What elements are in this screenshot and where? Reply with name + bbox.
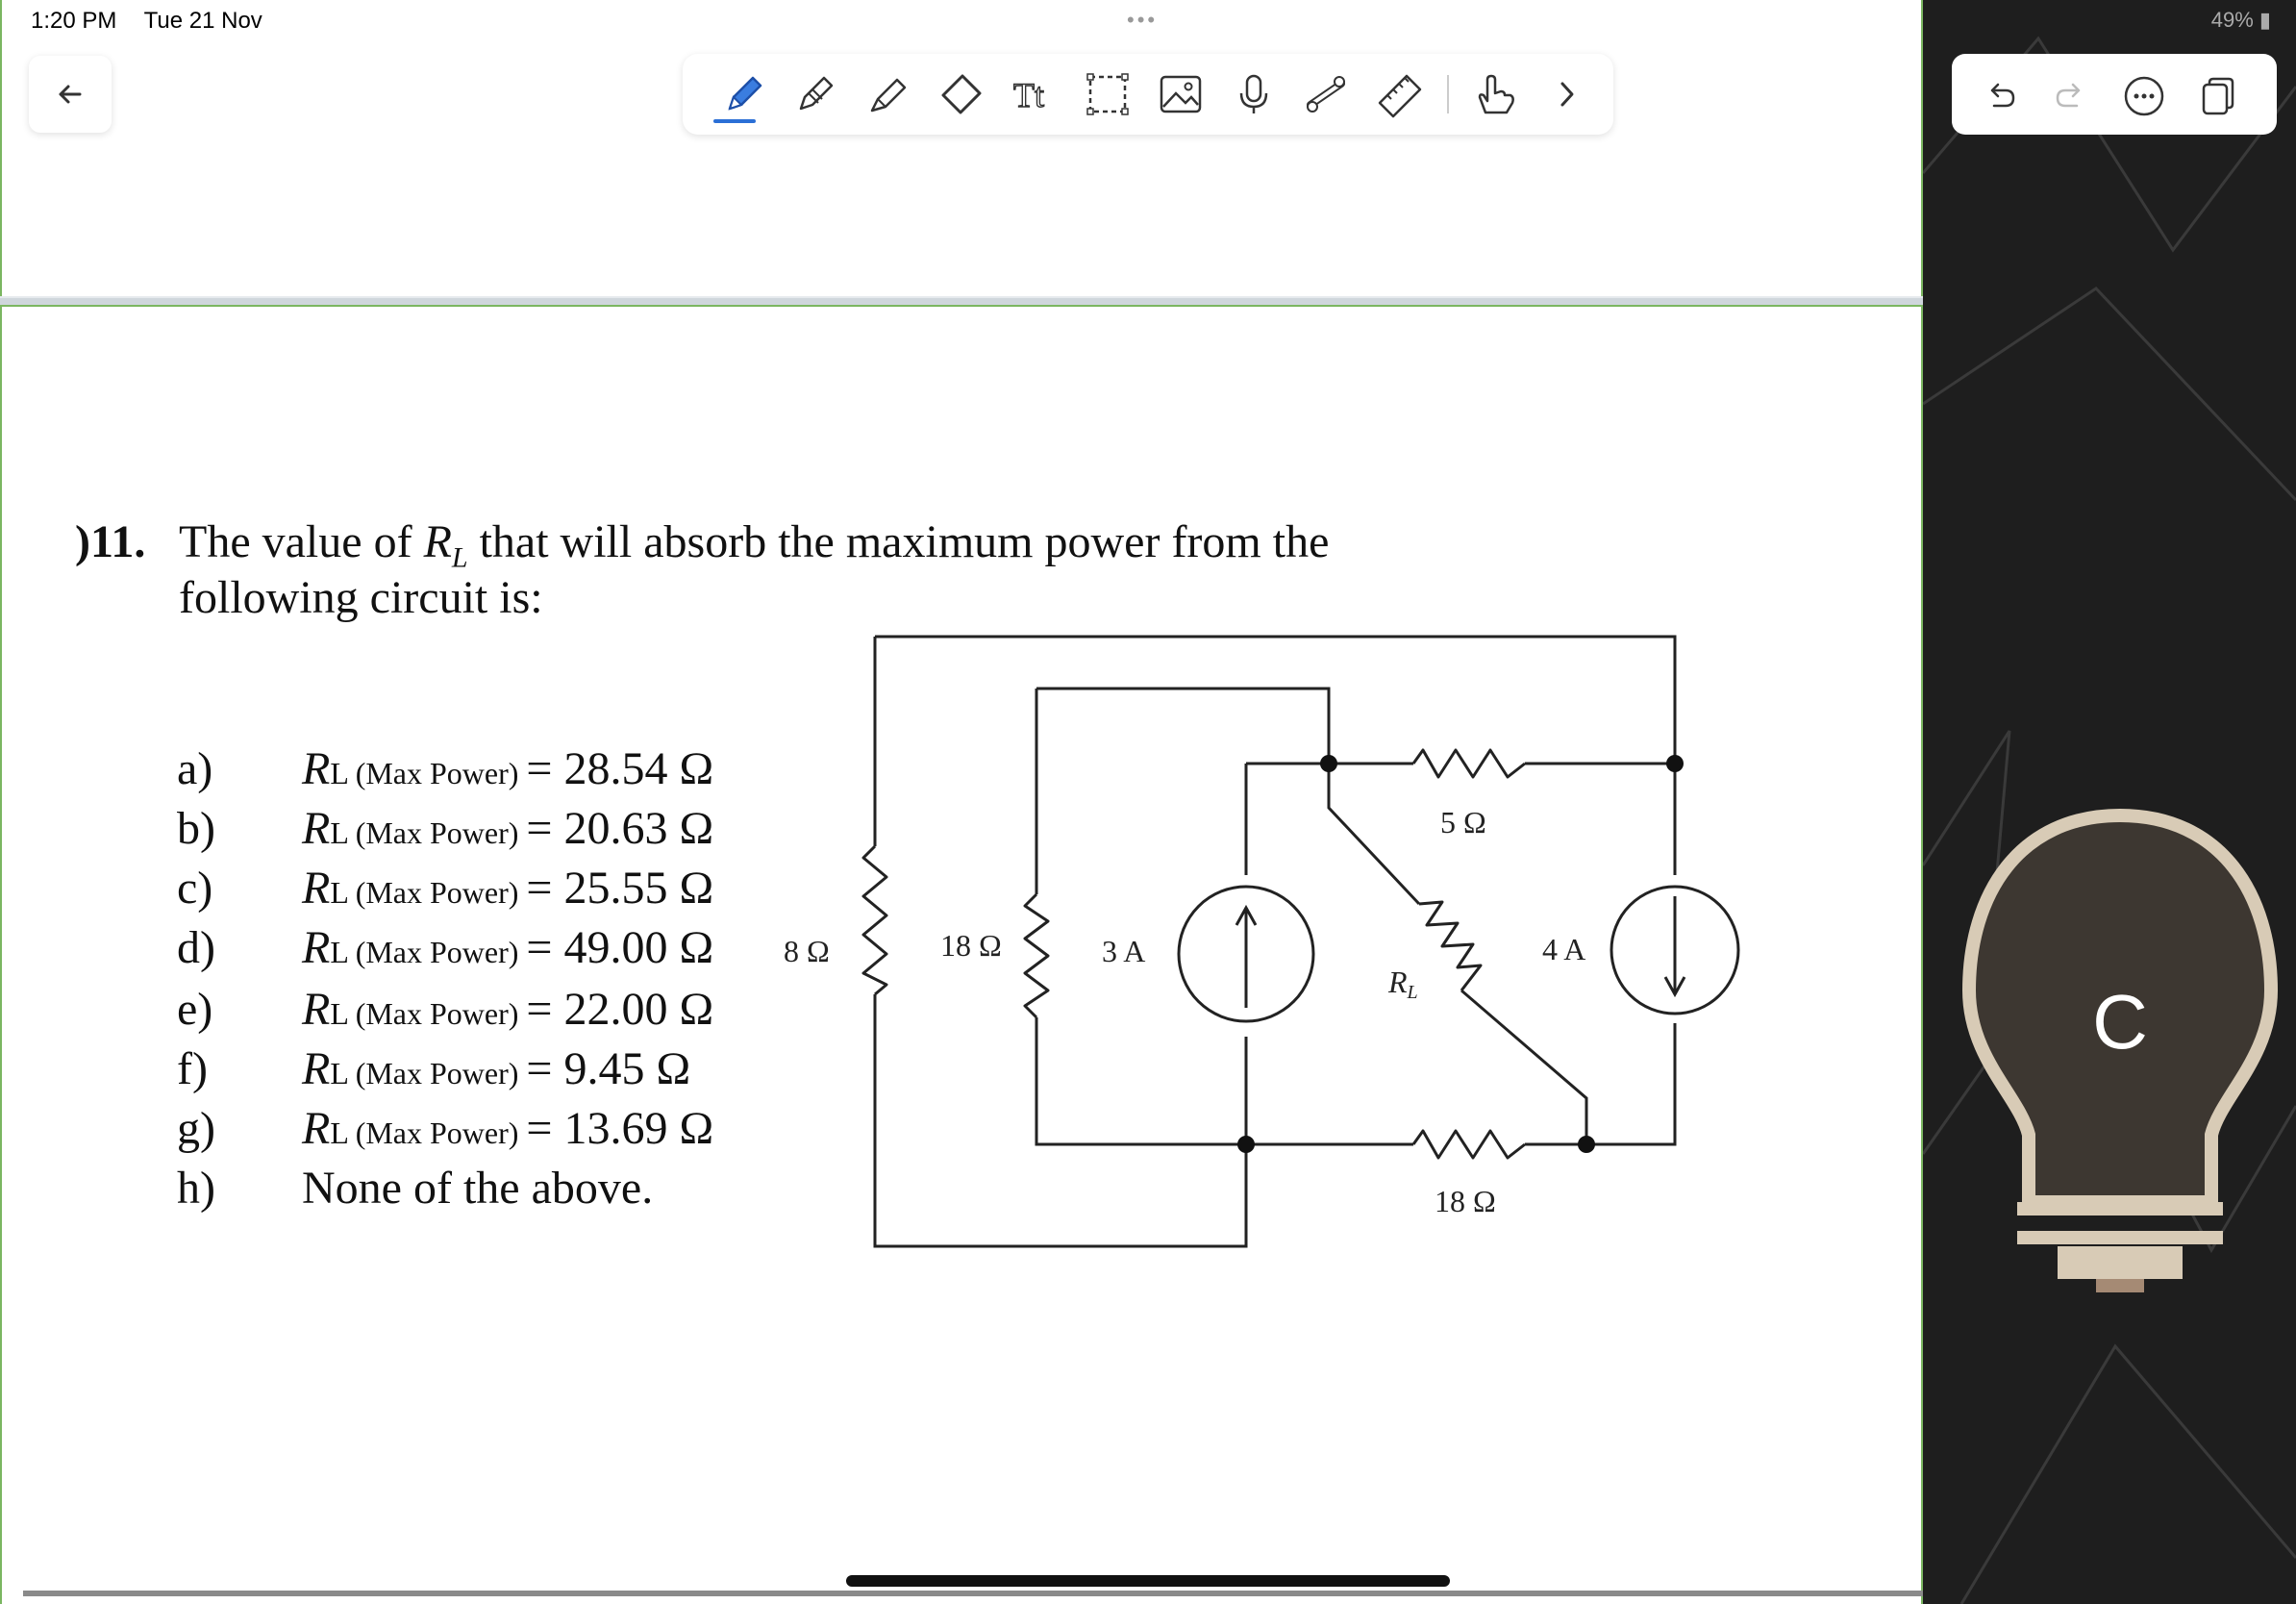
record-audio-button[interactable] bbox=[1227, 67, 1281, 121]
arrow-left-icon bbox=[51, 75, 89, 113]
chevron-right-icon bbox=[1543, 70, 1591, 118]
option-value: RL (Max Power) = 25.55 Ω bbox=[302, 863, 714, 914]
active-tool-indicator bbox=[713, 119, 756, 123]
pencil-icon bbox=[791, 70, 839, 118]
redo-icon bbox=[2052, 77, 2090, 115]
selection-tool-button[interactable] bbox=[1081, 67, 1135, 121]
redo-button[interactable] bbox=[2048, 73, 2094, 119]
shape-icon bbox=[1303, 70, 1351, 118]
battery-status: 49% ▮ bbox=[2210, 8, 2271, 32]
resistor-5ohm bbox=[1413, 750, 1525, 777]
pages-icon bbox=[2196, 75, 2238, 117]
option-letter: e) bbox=[177, 984, 213, 1035]
resistor-rl bbox=[1419, 902, 1481, 990]
resistor-18ohm-left bbox=[1025, 894, 1048, 1017]
side-panel bbox=[1923, 0, 2296, 1604]
circuit-diagram bbox=[750, 615, 1750, 1269]
option-value: RL (Max Power) = 20.63 Ω bbox=[302, 803, 714, 854]
eraser-tool-button[interactable] bbox=[935, 67, 988, 121]
label-18ohm-left: 18 Ω bbox=[940, 928, 1002, 963]
option-value: RL (Max Power) = 9.45 Ω bbox=[302, 1043, 691, 1094]
highlighter-tool-button[interactable] bbox=[861, 67, 915, 121]
touch-mode-button[interactable] bbox=[1469, 67, 1523, 121]
label-3a: 3 A bbox=[1102, 934, 1146, 968]
label-rl: RL bbox=[1388, 965, 1418, 1003]
more-button[interactable] bbox=[2121, 73, 2167, 119]
label-8ohm: 8 Ω bbox=[784, 934, 830, 968]
svg-text:Tt: Tt bbox=[1013, 76, 1044, 114]
question-number: )11. bbox=[75, 516, 146, 567]
status-date: Tue 21 Nov bbox=[143, 8, 262, 34]
undo-icon bbox=[1981, 77, 2019, 115]
ruler-icon bbox=[1376, 70, 1424, 118]
option-letter: g) bbox=[177, 1103, 215, 1154]
pencil-tool-button[interactable] bbox=[788, 67, 842, 121]
resistor-18ohm-bottom bbox=[1413, 1131, 1525, 1158]
more-icon bbox=[2123, 75, 2165, 117]
selection-icon bbox=[1084, 70, 1132, 118]
background-pattern bbox=[1923, 0, 2296, 1604]
option-letter: b) bbox=[177, 803, 215, 854]
microphone-icon bbox=[1230, 70, 1278, 118]
question-text-line2: following circuit is: bbox=[179, 572, 543, 623]
home-indicator[interactable] bbox=[846, 1575, 1450, 1587]
ruler-tool-button[interactable] bbox=[1373, 67, 1427, 121]
label-5ohm: 5 Ω bbox=[1440, 805, 1486, 840]
pen-icon bbox=[720, 70, 768, 118]
option-letter: f) bbox=[177, 1043, 208, 1094]
status-bar bbox=[31, 8, 284, 35]
option-letter: d) bbox=[177, 922, 215, 973]
resistor-8ohm bbox=[863, 846, 886, 994]
back-button[interactable] bbox=[29, 56, 112, 133]
page-previous bbox=[0, 0, 1923, 306]
label-18ohm-bottom: 18 Ω bbox=[1435, 1184, 1496, 1218]
multitask-dots-icon[interactable]: ••• bbox=[1127, 8, 1159, 32]
option-letter: c) bbox=[177, 863, 213, 914]
highlighter-icon bbox=[864, 70, 912, 118]
option-value: RL (Max Power) = 28.54 Ω bbox=[302, 743, 714, 794]
drawing-toolbar bbox=[683, 54, 1613, 135]
option-value: RL (Max Power) = 49.00 Ω bbox=[302, 922, 714, 973]
more-tools-button[interactable] bbox=[1540, 67, 1594, 121]
image-tool-button[interactable] bbox=[1154, 67, 1208, 121]
lasso-shape-button[interactable] bbox=[1300, 67, 1354, 121]
option-value: RL (Max Power) = 22.00 Ω bbox=[302, 984, 714, 1035]
question-text-line1: The value of $R_L$ that will absorb the maximum power from the bbox=[179, 516, 1330, 574]
eraser-icon bbox=[937, 70, 986, 118]
image-icon bbox=[1157, 70, 1205, 118]
toolbar-separator bbox=[1447, 75, 1449, 113]
option-letter: h) bbox=[177, 1163, 215, 1214]
undo-button[interactable] bbox=[1977, 73, 2023, 119]
label-4a: 4 A bbox=[1542, 932, 1586, 966]
option-value: None of the above. bbox=[302, 1163, 654, 1214]
text-icon bbox=[1011, 70, 1059, 118]
side-toolbar bbox=[1952, 54, 2277, 135]
text-tool-button[interactable] bbox=[1008, 67, 1061, 121]
bulb-letter: C bbox=[2092, 979, 2148, 1065]
lightbulb-icon bbox=[1961, 808, 2279, 1308]
horizontal-scrollbar[interactable] bbox=[23, 1591, 1923, 1596]
touch-icon bbox=[1472, 70, 1520, 118]
option-letter: a) bbox=[177, 743, 213, 794]
option-value: RL (Max Power) = 13.69 Ω bbox=[302, 1103, 714, 1154]
pen-tool-button[interactable] bbox=[717, 67, 771, 121]
status-time: 1:20 PM bbox=[31, 8, 117, 34]
pages-button[interactable] bbox=[2194, 73, 2240, 119]
